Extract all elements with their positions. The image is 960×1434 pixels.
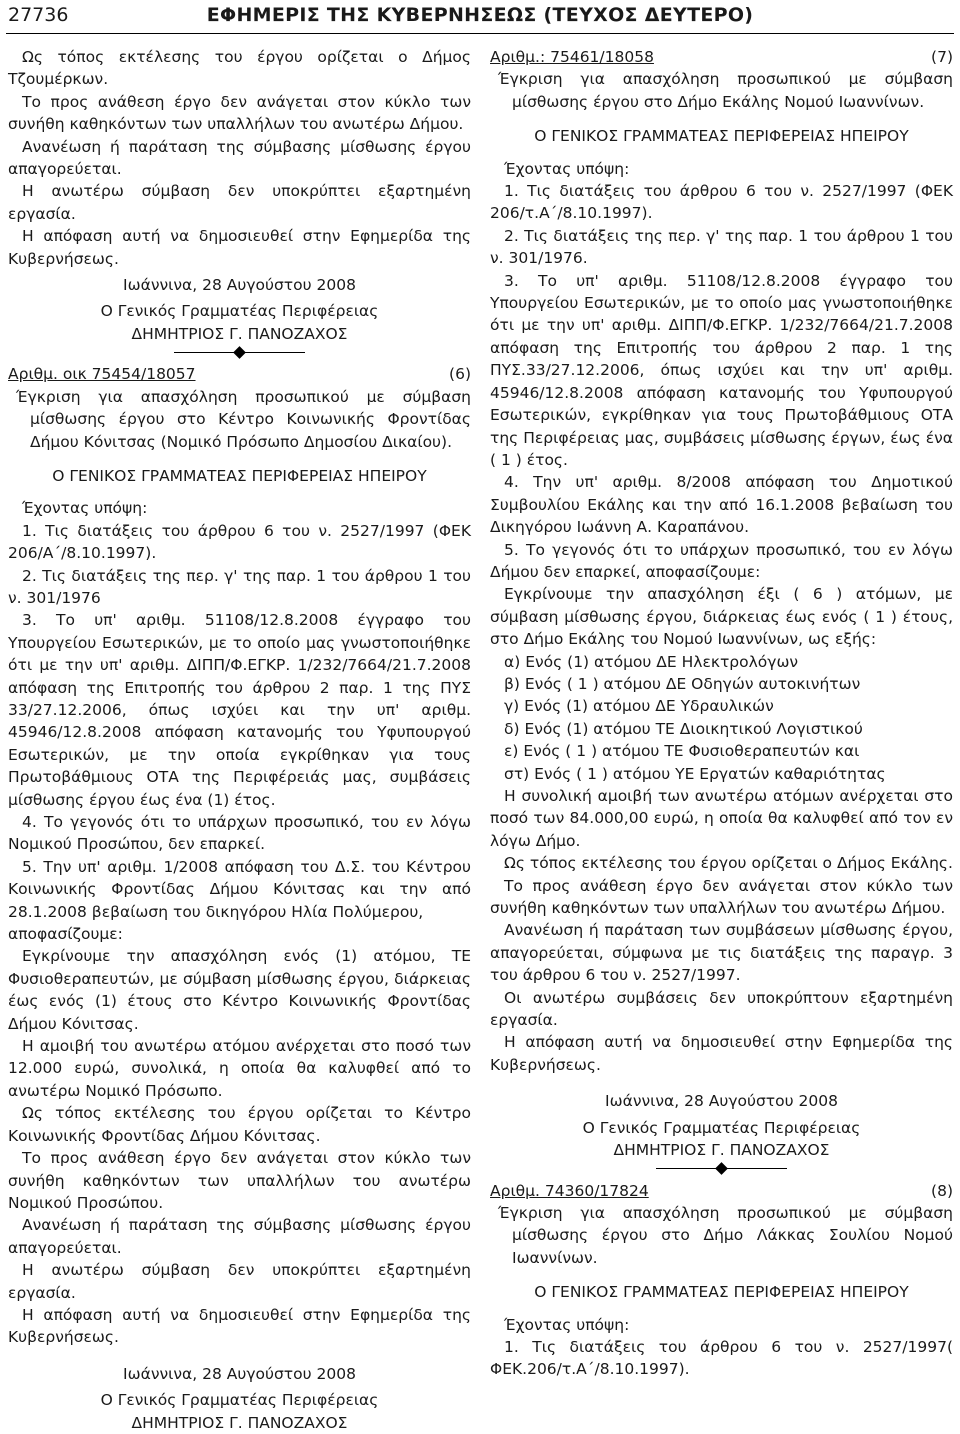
section-separator bbox=[8, 345, 471, 359]
signature-name: ΔΗΜΗΤΡΙΟΣ Γ. ΠΑΝΟΖΑΧΟΣ bbox=[131, 1413, 348, 1432]
signature-place-date: Ιωάννινα, 28 Αυγούστου 2008 bbox=[123, 1364, 356, 1383]
list-item: στ) Ενός ( 1 ) ατόμου ΥΕ Εργατών καθαριότητας bbox=[504, 764, 886, 783]
consideration-item: 5. Το γεγονός ότι το υπάρχων προσωπικό, του εν λόγω Δήμου δεν επαρκεί, αποφασίζουμε: bbox=[490, 540, 953, 581]
approval-paragraph: Εγκρίνουμε την απασχόληση έξι ( 6 ) ατόμων, με σύμβαση μίσθωσης έργου, διάρκειας έως ενός ( 1 ) έτους, στο Δήμο Εκάλης του Νομού Ιωαννίνων, ως εξής: bbox=[490, 585, 953, 649]
considering-label: Έχοντας υπόψη: bbox=[504, 1315, 630, 1334]
paragraph: Οι ανωτέρω συμβάσεις δεν υποκρύπτουν εξαρτημένη εργασία. bbox=[490, 988, 953, 1030]
decision-title: Έγκριση για απασχόληση προσωπικού με σύμβαση μίσθωσης έργου στο Δήμο Λάκκας Σουλίου Νομού Ιωαννίνων. bbox=[498, 1203, 953, 1267]
signature-place-date: Ιωάννινα, 28 Αυγούστου 2008 bbox=[123, 276, 356, 295]
paragraph: Ανανέωση ή παράταση της σύμβασης μίσθωσης έργου απαγορεύεται. bbox=[8, 137, 471, 179]
paragraph: Ως τόπος εκτέλεσης του έργου ορίζεται ο Δήμος Τζουμέρκων. bbox=[8, 48, 471, 89]
page-header bbox=[0, 0, 960, 34]
paragraph: Εγκρίνουμε την απασχόληση ενός (1) ατόμου, ΤΕ Φυσιοθεραπευτών, με σύμβαση μίσθωσης έργου, διάρκειας έως ενός (1) έτους στο Κέντρο Κοινωνικής Φροντίδας Δήμου Κόνιτσας. bbox=[8, 947, 471, 1033]
decision-seq: (7) bbox=[931, 48, 953, 66]
consideration-item: 3. Το υπ' αριθμ. 51108/12.8.2008 έγγραφο του Υπουργείου Εσωτερικών, με το οποίο μας γνωστοποιήθηκε ότι με την υπ' αριθμ. ΔΙΠΠ/Φ.ΕΓΚΡ. 1/232/7664/21.7.2008 απόφαση της Επιτροπής του άρθρου 2 παρ. 1 της ΠΥΣ.33/27.12.2006, όπως ισχύει και την υπ' αριθμ. 45946/12.8.2008 απόφαση κατανομής του Υφυπουργού Εσωτερικών, εγκρίθηκαν για τους Πρωτοβάθμιους ΟΤΑ της Περιφέρειας μας, συμβάσεις μίσθωσης έργων, έως ένα ( 1 ) έτος. bbox=[490, 271, 953, 469]
paragraph: Το προς ανάθεση έργο δεν ανάγεται στον κύκλο των συνήθη καθηκόντων των υπαλλήλων του ανωτέρω Δήμου. bbox=[490, 876, 953, 918]
signature-name: ΔΗΜΗΤΡΙΟΣ Γ. ΠΑΝΟΖΑΧΟΣ bbox=[131, 324, 348, 343]
signature-role: Ο Γενικός Γραμματέας Περιφέρειας bbox=[582, 1118, 861, 1137]
paragraph: Η απόφαση αυτή να δημοσιευθεί στην Εφημερίδα της Κυβερνήσεως. bbox=[8, 227, 471, 268]
consideration-item: 2. Τις διατάξεις της περ. γ' της παρ. 1 του άρθρου 1 του ν. 301/1976. bbox=[490, 226, 953, 268]
decision-heading: Ο ΓΕΝΙΚΟΣ ΓΡΑΜΜΑΤΕΑΣ ΠΕΡΙΦΕΡΕΙΑΣ ΗΠΕΙΡΟΥ bbox=[534, 1283, 909, 1302]
decide-label: αποφασίζουμε: bbox=[8, 925, 123, 944]
paragraph: Η απόφαση αυτή να δημοσιευθεί στην Εφημερίδα της Κυβερνήσεως. bbox=[8, 1305, 471, 1347]
consideration-item: 3. Το υπ' αριθμ. 51108/12.8.2008 έγγραφο του Υπουργείου Εσωτερικών, με το οποίο μας γνωστοποιήθηκε ότι με την υπ' αριθμ. ΔΙΠΠ/Φ.ΕΓΚΡ. 1/232/7664/21.7.2008 απόφαση της Επιτροπής του άρθρου 2 παρ. 1 της ΠΥΣ 33/27.12.2006, όπως ισχύει και την υπ' αριθμ. 45946/12.8.2008 απόφαση κατανομής του Υφυπουργού Εσωτερικών, με την οποία εγκρίθηκαν για τους Πρωτοβάθμιους ΟΤΑ της Περιφέρειάς μας, συμβάσεις μίσθωσης έργου έως ένα (1) έτος. bbox=[8, 611, 471, 809]
signature-role: Ο Γενικός Γραμματέας Περιφέρειας bbox=[100, 302, 379, 321]
decision-number: Αριθμ. οικ 75454/18057 bbox=[8, 365, 196, 384]
decision-title: Έγκριση για απασχόληση προσωπικού με σύμβαση μίσθωσης έργου στο Δήμο Εκάλης Νομού Ιωαννίνων. bbox=[498, 70, 953, 111]
section-separator bbox=[490, 1162, 953, 1176]
right-column bbox=[490, 46, 953, 1381]
paragraph: Η αμοιβή του ανωτέρω ατόμου ανέρχεται στο ποσό των 12.000 ευρώ, συνολικά, η οποία θα καλυφθεί από το ανωτέρω Νομικό Πρόσωπο. bbox=[8, 1037, 471, 1100]
consideration-item: 4. Την υπ' αριθμ. 8/2008 απόφαση του Δημοτικού Συμβουλίου Εκάλης και την από 16.1.2008 βεβαίωση του Δικηγόρου Ιωάννη Α. Καραπάνου. bbox=[490, 473, 953, 537]
signature-name: ΔΗΜΗΤΡΙΟΣ Γ. ΠΑΝΟΖΑΧΟΣ bbox=[613, 1141, 830, 1160]
paragraph: Το προς ανάθεση έργο δεν ανάγεται στον κύκλο των συνήθη καθηκόντων των υπαλλήλων του ανωτέρω Δήμου. bbox=[8, 92, 471, 134]
signature-place-date: Ιωάννινα, 28 Αυγούστου 2008 bbox=[605, 1092, 838, 1111]
considering-label: Έχοντας υπόψη: bbox=[504, 159, 630, 178]
paragraph: Ως τόπος εκτέλεσης του έργου ορίζεται ο Δήμος Εκάλης. bbox=[504, 854, 953, 873]
consideration-item: 5. Την υπ' αριθμ. 1/2008 απόφαση του Δ.Σ. του Κέντρου Κοινωνικής Φροντίδας Δήμου Κόνιτσας και την από 28.1.2008 βεβαίωση του δικηγόρου Ηλία Πολύμερου, bbox=[8, 857, 471, 921]
journal-title: ΕΦΗΜΕΡΙΣ ΤΗΣ ΚΥΒΕΡΝΗΣΕΩΣ (ΤΕΥΧΟΣ ΔΕΥΤΕΡΟ) bbox=[206, 4, 754, 26]
decision-number: Αριθμ. 74360/17824 bbox=[490, 1181, 649, 1200]
signature-role: Ο Γενικός Γραμματέας Περιφέρειας bbox=[100, 1391, 379, 1410]
decision-number-row bbox=[8, 363, 471, 385]
decision-seq: (8) bbox=[931, 1181, 953, 1200]
decision-number: Αριθμ.: 75461/18058 bbox=[490, 48, 654, 66]
consideration-item: 1. Τις διατάξεις του άρθρου 6 του ν. 2527/1997( ΦΕΚ.206/τ.Α΄/8.10.1997). bbox=[490, 1337, 953, 1379]
decision-heading: Ο ΓΕΝΙΚΟΣ ΓΡΑΜΜΑΤΕΑΣ ΠΕΡΙΦΕΡΕΙΑΣ ΗΠΕΙΡΟΥ bbox=[52, 466, 427, 485]
paragraph: Η συνολική αμοιβή των ανωτέρω ατόμων ανέρχεται στο ποσό των 84.000,00 ευρώ, η οποία θα καλυφθεί από τον εν λόγω Δήμο. bbox=[490, 787, 953, 850]
consideration-item: 2. Τις διατάξεις της περ. γ' της παρ. 1 του άρθρου 1 του ν. 301/1976 bbox=[8, 566, 471, 607]
list-item: δ) Ενός (1) ατόμου ΤΕ Διοικητικού Λογιστικού bbox=[504, 719, 863, 738]
decision-seq: (6) bbox=[449, 365, 471, 384]
paragraph: Η ανωτέρω σύμβαση δεν υποκρύπτει εξαρτημένη εργασία. bbox=[8, 1261, 471, 1302]
consideration-item: 1. Τις διατάξεις του άρθρου 6 του ν. 2527/1997 (ΦΕΚ 206/Α΄/8.10.1997). bbox=[8, 521, 471, 563]
paragraph: Το προς ανάθεση έργο δεν ανάγεται στον κύκλο των συνήθη καθηκόντων των υπαλλήλων του ανωτέρω Νομικού Προσώπου. bbox=[8, 1149, 471, 1212]
header-rule bbox=[6, 33, 954, 34]
consideration-item: 4. Το γεγονός ότι το υπάρχων προσωπικό, του εν λόγω Νομικού Προσώπου, δεν επαρκεί. bbox=[8, 813, 471, 854]
consideration-item: 1. Τις διατάξεις του άρθρου 6 του ν. 2527/1997 (ΦΕΚ 206/τ.Α΄/8.10.1997). bbox=[490, 182, 953, 223]
decision-title: Έγκριση για απασχόληση προσωπικού με σύμβαση μίσθωσης έργου στο Κέντρο Κοινωνικής Φροντίδας Δήμου Κόνιτσας (Νομικό Πρόσωπο Δημοσίου Δικαίου). bbox=[16, 387, 471, 451]
page-number: 27736 bbox=[8, 4, 69, 26]
decision-number-row bbox=[490, 1180, 953, 1202]
list-item: β) Ενός ( 1 ) ατόμου ΔΕ Οδηγών αυτοκινήτων bbox=[504, 674, 861, 693]
considering-label: Έχοντας υπόψη: bbox=[22, 499, 148, 518]
paragraph: Η ανωτέρω σύμβαση δεν υποκρύπτει εξαρτημένη εργασία. bbox=[8, 182, 471, 223]
paragraph: Ανανέωση ή παράταση της σύμβασης μίσθωσης έργου απαγορεύεται. bbox=[8, 1216, 471, 1257]
left-column bbox=[8, 46, 471, 1434]
paragraph: Ως τόπος εκτέλεσης του έργου ορίζεται το Κέντρο Κοινωνικής Φροντίδας Δήμου Κόνιτσας. bbox=[8, 1104, 471, 1145]
paragraph: Η απόφαση αυτή να δημοσιευθεί στην Εφημερίδα της Κυβερνήσεως. bbox=[490, 1033, 953, 1074]
decision-heading: Ο ΓΕΝΙΚΟΣ ΓΡΑΜΜΑΤΕΑΣ ΠΕΡΙΦΕΡΕΙΑΣ ΗΠΕΙΡΟΥ bbox=[534, 127, 909, 146]
paragraph: Ανανέωση ή παράταση των συμβάσεων μίσθωσης έργου, απαγορεύεται, σύμφωνα με τις διατάξεις της παραγρ. 3 του άρθρου 6 του ν. 2527/1997. bbox=[490, 921, 953, 985]
list-item: α) Ενός (1) ατόμου ΔΕ Ηλεκτρολόγων bbox=[504, 652, 799, 671]
list-item: γ) Ενός (1) ατόμου ΔΕ Υδραυλικών bbox=[504, 697, 774, 716]
list-item: ε) Ενός ( 1 ) ατόμου ΤΕ Φυσιοθεραπευτών και bbox=[504, 742, 860, 761]
decision-number-row bbox=[490, 46, 953, 68]
